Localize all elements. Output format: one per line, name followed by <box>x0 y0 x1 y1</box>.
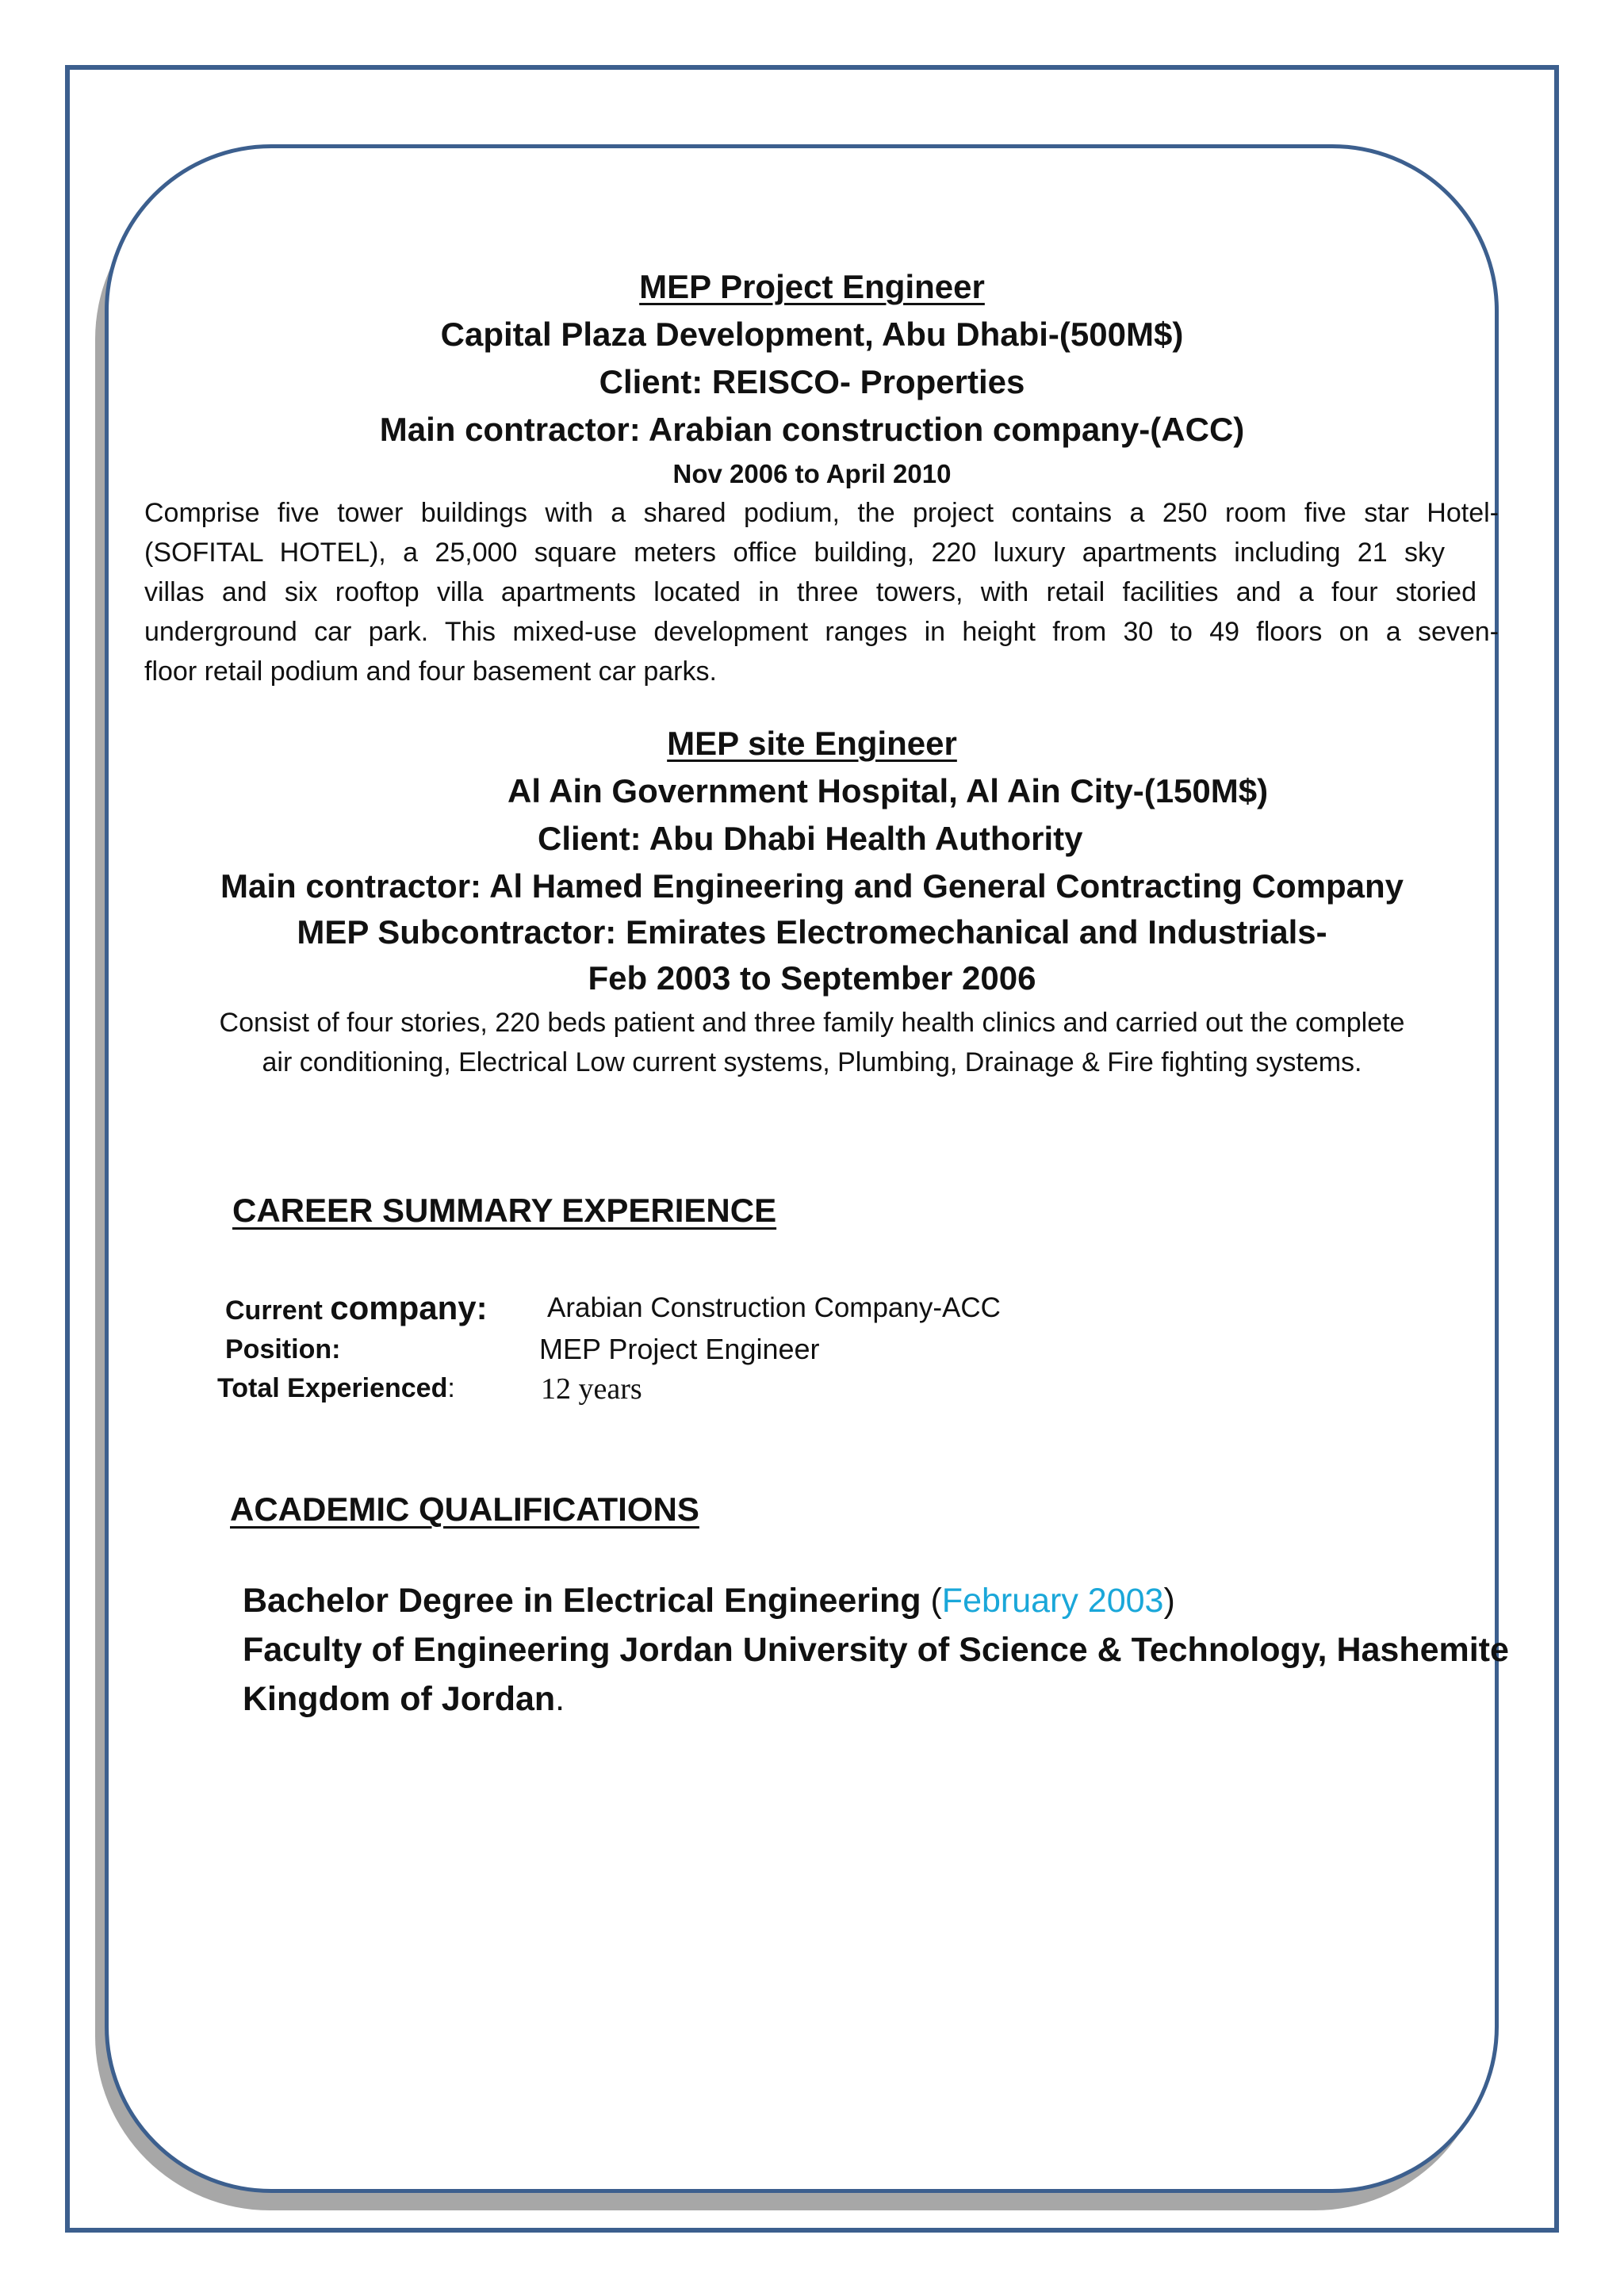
degree-name: Bachelor Degree in Electrical Engineering <box>243 1582 921 1620</box>
career-summary-title: CAREER SUMMARY EXPERIENCE <box>232 1192 777 1229</box>
project2-dates: Feb 2003 to September 2006 <box>588 959 1036 997</box>
project1-client: Client: REISCO- Properties <box>599 363 1025 400</box>
current-company-label <box>225 1289 488 1327</box>
experience-label <box>217 1373 455 1404</box>
experience-value: 12 years <box>541 1372 642 1406</box>
faculty-line-2 <box>243 1674 565 1724</box>
project2-desc-line: air conditioning, Electrical Low current systems, Plumbing, Drainage & Fire fighting systems. <box>262 1047 1362 1077</box>
project2-desc-line: Consist of four stories, 220 beds patient and three family health clinics and carried out the complete <box>219 1008 1405 1038</box>
experience-label-text: Total Experienced <box>217 1373 448 1403</box>
project1-desc-line: Comprise five tower buildings with a shared podium, the project contains a 250 room five star Hotel- <box>144 498 1499 528</box>
degree-date: February 2003 <box>941 1582 1164 1620</box>
position-label: Position: <box>225 1334 341 1364</box>
project1-desc-line: (SOFITAL HOTEL), a 25,000 square meters office building, 220 luxury apartments including 21 sky <box>144 538 1445 568</box>
project2-contractor: Main contractor: Al Hamed Engineering and General Contracting Company <box>220 867 1404 905</box>
position-value: MEP Project Engineer <box>539 1333 820 1365</box>
experience-colon: : <box>447 1373 455 1403</box>
project1-desc-line: floor retail podium and four basement car parks. <box>144 656 717 687</box>
degree-paren: ( <box>921 1582 942 1620</box>
academic-title: ACADEMIC QUALIFICATIONS <box>230 1490 699 1528</box>
project2-name: Al Ain Government Hospital, Al Ain City-(150M$) <box>508 772 1269 809</box>
degree-paren: ) <box>1163 1582 1175 1620</box>
project1-description <box>144 493 1499 691</box>
faculty-country: Kingdom of Jordan <box>243 1680 556 1718</box>
project1-dates: Nov 2006 to April 2010 <box>672 459 952 488</box>
project2-role: MEP site Engineer <box>667 725 957 762</box>
project1-contractor: Main contractor: Arabian construction company-(ACC) <box>379 411 1245 448</box>
current-company-label-part: company: <box>330 1289 488 1326</box>
faculty-line: Faculty of Engineering Jordan University of Science & Technology, Hashemite <box>243 1631 1509 1669</box>
project1-desc-line: underground car park. This mixed-use development ranges in height from 30 to 49 floors on a seven- <box>144 617 1499 647</box>
project2-subcontractor: MEP Subcontractor: Emirates Electromechanical and Industrials- <box>297 913 1327 951</box>
project1-desc-line: villas and six rooftop villa apartments located in three towers, with retail facilities and a four storied <box>144 577 1477 607</box>
faculty-period: . <box>555 1680 565 1718</box>
current-company-value: Arabian Construction Company-ACC <box>547 1292 1001 1323</box>
project1-name: Capital Plaza Development, Abu Dhabi-(500M$) <box>440 316 1184 353</box>
degree-line <box>243 1576 1175 1625</box>
current-company-label-part: Current <box>225 1295 331 1326</box>
project1-role: MEP Project Engineer <box>639 268 985 305</box>
project2-description <box>0 1003 1624 1082</box>
project2-client: Client: Abu Dhabi Health Authority <box>538 820 1083 857</box>
